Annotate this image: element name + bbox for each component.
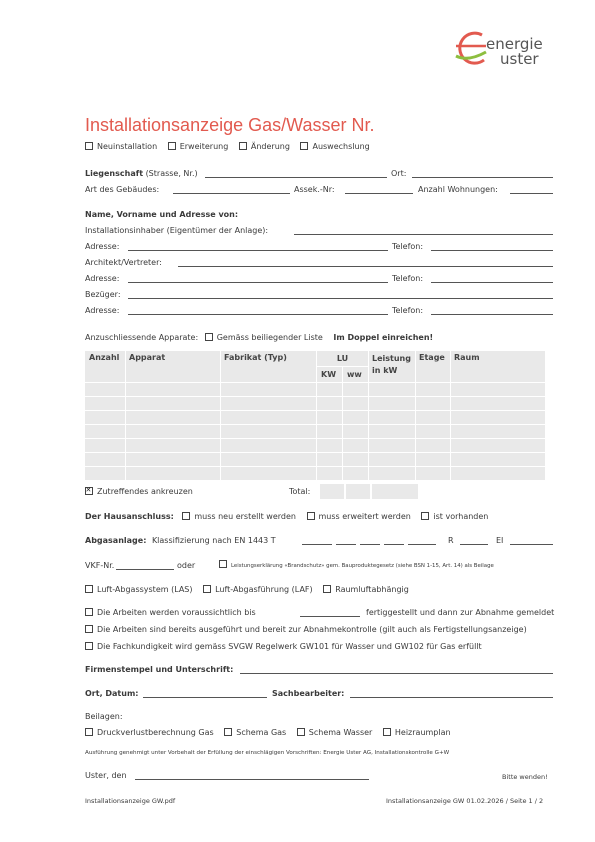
checkbox-icon[interactable] — [300, 142, 308, 150]
apparatus-note: Im Doppel einreichen! — [333, 333, 434, 342]
total-leistung-cell[interactable] — [372, 484, 418, 499]
col-raum: Raum — [454, 353, 480, 362]
owner-address-label: Adresse: — [85, 242, 120, 251]
col-ww: ww — [347, 370, 362, 379]
checkbox-icon[interactable] — [85, 642, 93, 650]
type-aenderung[interactable]: Änderung — [239, 142, 290, 151]
table-row[interactable] — [85, 453, 546, 467]
checkbox-icon[interactable] — [239, 142, 247, 150]
assek-field[interactable] — [345, 193, 413, 194]
architect-address-label: Adresse: — [85, 274, 120, 283]
art-field[interactable] — [173, 193, 290, 194]
abgas-field-4[interactable] — [384, 544, 404, 545]
statement-1-end: fertiggestellt und dann zur Abnahme gemeldet — [366, 608, 555, 617]
buyer-field[interactable] — [128, 298, 553, 299]
checkbox-icon[interactable] — [182, 512, 190, 520]
date-field[interactable] — [143, 697, 267, 698]
clerk-field[interactable] — [350, 697, 553, 698]
buyer-address-field[interactable] — [128, 314, 388, 315]
table-row[interactable] — [85, 425, 546, 439]
checkbox-icon[interactable] — [297, 728, 305, 736]
wohnungen-label: Anzahl Wohnungen: — [418, 185, 498, 194]
col-apparat: Apparat — [129, 353, 166, 362]
completion-date-field[interactable] — [300, 616, 360, 617]
date-label: Ort, Datum: — [85, 689, 139, 698]
hausanschluss-erweitert[interactable]: muss erweitert werden — [307, 512, 411, 521]
col-leistung-unit: in kW — [372, 366, 398, 375]
owner-address-field[interactable] — [128, 250, 388, 251]
vkf-leistungserklaerung[interactable]: Leistungserklärung «Brandschutz» gem. Bauproduktegesetz (siehe BSN 1-15, Art. 14) als Beilage — [219, 560, 494, 569]
checkbox-icon[interactable] — [85, 142, 93, 150]
total-ww-cell[interactable] — [346, 484, 370, 499]
owner-label: Installationsinhaber (Eigentümer der Anlage): — [85, 226, 269, 235]
owner-phone-field[interactable] — [431, 250, 553, 251]
table-row[interactable] — [85, 383, 546, 397]
architect-phone-label: Telefon: — [392, 274, 424, 283]
type-auswechslung[interactable]: Auswechslung — [300, 142, 369, 151]
apparatus-row: Anzuschliessende Apparate: Gemäss beiliegender Liste Im Doppel einreichen! — [85, 333, 434, 342]
ort-field[interactable] — [412, 177, 553, 178]
statement-2[interactable]: Die Arbeiten sind bereits ausgeführt und bereit zur Abnahmekontrolle (gilt auch als Fertigstellungsanzeige) — [85, 625, 527, 634]
table-row[interactable] — [85, 397, 546, 411]
parties-heading: Name, Vorname und Adresse von: — [85, 210, 239, 219]
statement-3[interactable]: Die Fachkundigkeit wird gemäss SVGW Regelwerk GW101 für Wasser und GW102 für Gas erfüllt — [85, 642, 482, 651]
footer-left: Installationsanzeige GW.pdf — [85, 797, 176, 805]
table-row[interactable] — [85, 467, 546, 481]
property-street-field[interactable] — [205, 177, 387, 178]
stamp-label: Firmenstempel und Unterschrift: — [85, 665, 234, 674]
logo-line1: energie — [486, 35, 543, 53]
abgas-field-3[interactable] — [360, 544, 380, 545]
beilage-schema-gas[interactable]: Schema Gas — [224, 728, 286, 737]
architect-field[interactable] — [178, 266, 553, 267]
page-title: Installationsanzeige Gas/Wasser Nr. — [85, 115, 375, 135]
abgas-ei-field[interactable] — [510, 544, 553, 545]
checkbox-icon[interactable] — [421, 512, 429, 520]
checkbox-icon[interactable] — [307, 512, 315, 520]
abgas-field-5[interactable] — [408, 544, 436, 545]
statement-1[interactable]: Die Arbeiten werden voraussichtlich bis — [85, 608, 256, 617]
buyer-label: Bezüger: — [85, 290, 121, 299]
footer-right: Installationsanzeige GW 01.02.2026 / Seite 1 / 2 — [386, 797, 544, 805]
beilage-druckverlust[interactable]: Druckverlustberechnung Gas — [85, 728, 214, 737]
checkbox-icon[interactable] — [85, 625, 93, 633]
hausanschluss-neu[interactable]: muss neu erstellt werden — [182, 512, 296, 521]
hausanschluss-vorhanden[interactable]: ist vorhanden — [421, 512, 488, 521]
abgas-ei-label: EI — [496, 536, 504, 545]
col-leistung: Leistung — [372, 354, 411, 363]
logo-line2: uster — [500, 50, 539, 68]
ort-label: Ort: — [391, 169, 407, 178]
checkbox-icon[interactable] — [85, 585, 93, 593]
total-kw-cell[interactable] — [320, 484, 344, 499]
total-label: Total: — [289, 487, 311, 496]
clerk-label: Sachbearbeiter: — [272, 689, 345, 698]
disclaimer: Ausführung genehmigt unter Vorbehalt der Erfüllung der einschlägigen Vorschriften: Energie Uster AG, Installationskontrolle G+W — [85, 750, 450, 756]
checkbox-icon[interactable] — [205, 333, 213, 341]
col-anzahl: Anzahl — [89, 353, 120, 362]
col-etage: Etage — [419, 353, 445, 362]
option-laf[interactable]: Luft-Abgasführung (LAF) — [203, 585, 313, 594]
art-label: Art des Gebäudes: — [85, 185, 160, 194]
architect-phone-field[interactable] — [431, 282, 553, 283]
checkbox-icon[interactable] — [383, 728, 391, 736]
beilage-heizraumplan[interactable]: Heizraumplan — [383, 728, 451, 737]
checkbox-icon[interactable] — [85, 608, 93, 616]
col-kw: KW — [321, 370, 337, 379]
abgas-row: Abgasanlage: Klassifizierung nach EN 1443 T — [85, 536, 276, 545]
checked-box-icon — [85, 487, 93, 495]
uster-label: Uster, den — [85, 771, 127, 780]
beilagen-label: Beilagen: — [85, 712, 123, 721]
type-options — [85, 142, 370, 151]
buyer-address-label: Adresse: — [85, 306, 120, 315]
stamp-field[interactable] — [240, 673, 553, 674]
abgas-r-field[interactable] — [460, 544, 488, 545]
checkbox-icon[interactable] — [224, 728, 232, 736]
architect-label: Architekt/Vertreter: — [85, 258, 162, 267]
buyer-phone-field[interactable] — [431, 314, 553, 315]
wohnungen-field[interactable] — [510, 193, 553, 194]
abgas-r-label: R — [448, 536, 454, 545]
owner-field[interactable] — [294, 234, 553, 235]
uster-date-field[interactable] — [135, 779, 369, 780]
checkbox-icon[interactable] — [203, 585, 211, 593]
property-label: Liegenschaft (Strasse, Nr.) — [85, 169, 198, 178]
bitte-wenden: Bitte wenden! — [502, 773, 548, 781]
checkbox-icon[interactable] — [219, 560, 227, 568]
architect-address-field[interactable] — [128, 282, 388, 283]
abgas-field-2[interactable] — [336, 544, 356, 545]
checkbox-icon[interactable] — [85, 728, 93, 736]
abgas-field-1[interactable] — [302, 544, 332, 545]
zutreffend-note: ✕Zutreffendes ankreuzen — [85, 487, 193, 496]
assek-label: Assek.-Nr: — [294, 185, 335, 194]
owner-phone-label: Telefon: — [392, 242, 424, 251]
beilage-schema-wasser[interactable]: Schema Wasser — [297, 728, 373, 737]
option-raumluft[interactable]: Raumluftabhängig — [323, 585, 409, 594]
apparatus-table — [84, 350, 546, 481]
hausanschluss-row: Der Hausanschluss: muss neu erstellt werden muss erweitert werden ist vorhanden — [85, 512, 489, 521]
checkbox-icon[interactable] — [323, 585, 331, 593]
logo — [452, 26, 562, 72]
col-fabrikat: Fabrikat (Typ) — [224, 353, 287, 362]
table-row[interactable] — [85, 439, 546, 453]
apparatus-list-option[interactable]: Gemäss beiliegender Liste — [205, 333, 323, 342]
vkf-field[interactable] — [116, 569, 174, 570]
vkf-label: VKF-Nr. — [85, 561, 115, 570]
type-neuinstallation[interactable]: Neuinstallation — [85, 142, 157, 151]
buyer-phone-label: Telefon: — [392, 306, 424, 315]
option-las[interactable]: Luft-Abgassystem (LAS) — [85, 585, 193, 594]
type-erweiterung[interactable]: Erweiterung — [168, 142, 229, 151]
col-lu: LU — [336, 354, 349, 363]
table-row[interactable] — [85, 411, 546, 425]
beilagen-options — [85, 728, 451, 737]
abgas-options — [85, 585, 409, 594]
vkf-oder: oder — [177, 561, 196, 570]
checkbox-icon[interactable] — [168, 142, 176, 150]
